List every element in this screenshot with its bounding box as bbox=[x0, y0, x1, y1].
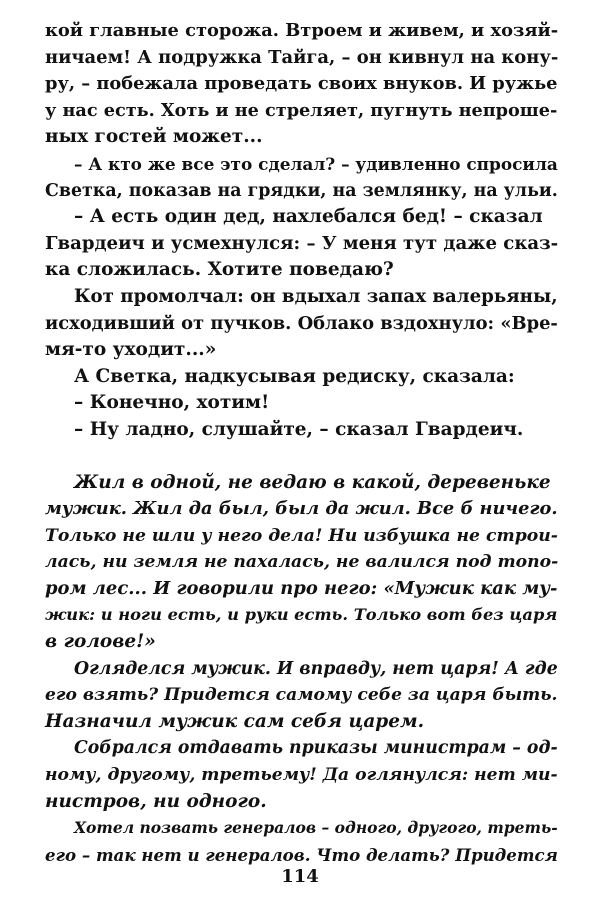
text-line: – А кто же все это сделал? – удивленно спросила bbox=[74, 153, 558, 174]
tale-section bbox=[45, 470, 558, 869]
text-line: Хотел позвать генералов – одного, другого, треть- bbox=[74, 818, 558, 838]
dialogue-section bbox=[45, 18, 558, 444]
text-line: кой главные сторожа. Втроем и живем, и хозяй- bbox=[45, 20, 559, 41]
text-line: его – так нет и генералов. Что делать? Придется bbox=[45, 844, 558, 865]
text-line: Светка, показав на грядки, на землянку, на ульи. bbox=[45, 180, 558, 201]
text-line: ром лес... И говорили про него: «Мужик как му- bbox=[45, 577, 558, 599]
text-line: Назначил мужик сам себя царем. bbox=[45, 710, 425, 732]
text-line: его взять? Придется самому себе за царя быть. bbox=[45, 685, 558, 706]
text-line: – Ну ладно, слушайте, – сказал Гвардеич. bbox=[74, 418, 524, 440]
text-line: исходивший от пучков. Облако вздохнуло: «Вре- bbox=[45, 312, 558, 334]
text-line: Огляделся мужик. И вправду, нет царя! А где bbox=[74, 658, 558, 679]
text-line: Только не шли у него дела! Ни избушка не строи- bbox=[45, 525, 558, 546]
text-line: – Конечно, хотим! bbox=[74, 392, 270, 414]
text-line: жик: и ноги есть, и руки есть. Только вот без царя bbox=[45, 605, 558, 625]
text-line: ка сложилась. Хотите поведаю? bbox=[45, 259, 394, 281]
text-line: ных гостей может... bbox=[45, 126, 263, 148]
text-line: Гвардеич и усмехнулся: – У меня тут даже сказ- bbox=[45, 232, 559, 254]
page-number: 114 bbox=[281, 866, 319, 887]
text-line: в голове!» bbox=[45, 631, 156, 653]
text-line: ничаем! А подружка Тайга, – он кивнул на кону- bbox=[45, 46, 559, 68]
text-line: Собрался отдавать приказы министрам – од- bbox=[74, 738, 558, 759]
text-line: нистров, ни одного. bbox=[45, 790, 267, 812]
text-line: у нас есть. Хоть и не стреляет, пугнуть непроше- bbox=[45, 99, 558, 121]
text-line: Жил в одной, не ведаю в какой, деревеньке bbox=[74, 471, 551, 493]
text-line: ному, другому, третьему! Да оглянулся: нет ми- bbox=[45, 765, 558, 786]
section-gap bbox=[45, 444, 558, 470]
text-line: Кот промолчал: он вдыхал запах валерьяны, bbox=[74, 285, 558, 307]
text-line: ру, – побежала проведать своих внуков. И ружье bbox=[45, 73, 558, 95]
text-line: – А есть один дед, нахлебался бед! – сказал bbox=[74, 206, 543, 228]
text-line: мя-то уходит...» bbox=[45, 339, 217, 361]
text-line: А Светка, надкусывая редиску, сказала: bbox=[74, 365, 515, 387]
text-line: мужик. Жил да был, был да жил. Все б ничего. bbox=[45, 498, 558, 520]
book-page bbox=[45, 18, 558, 868]
text-line: лась, ни земля не пахалась, не валился под топо- bbox=[45, 552, 559, 573]
